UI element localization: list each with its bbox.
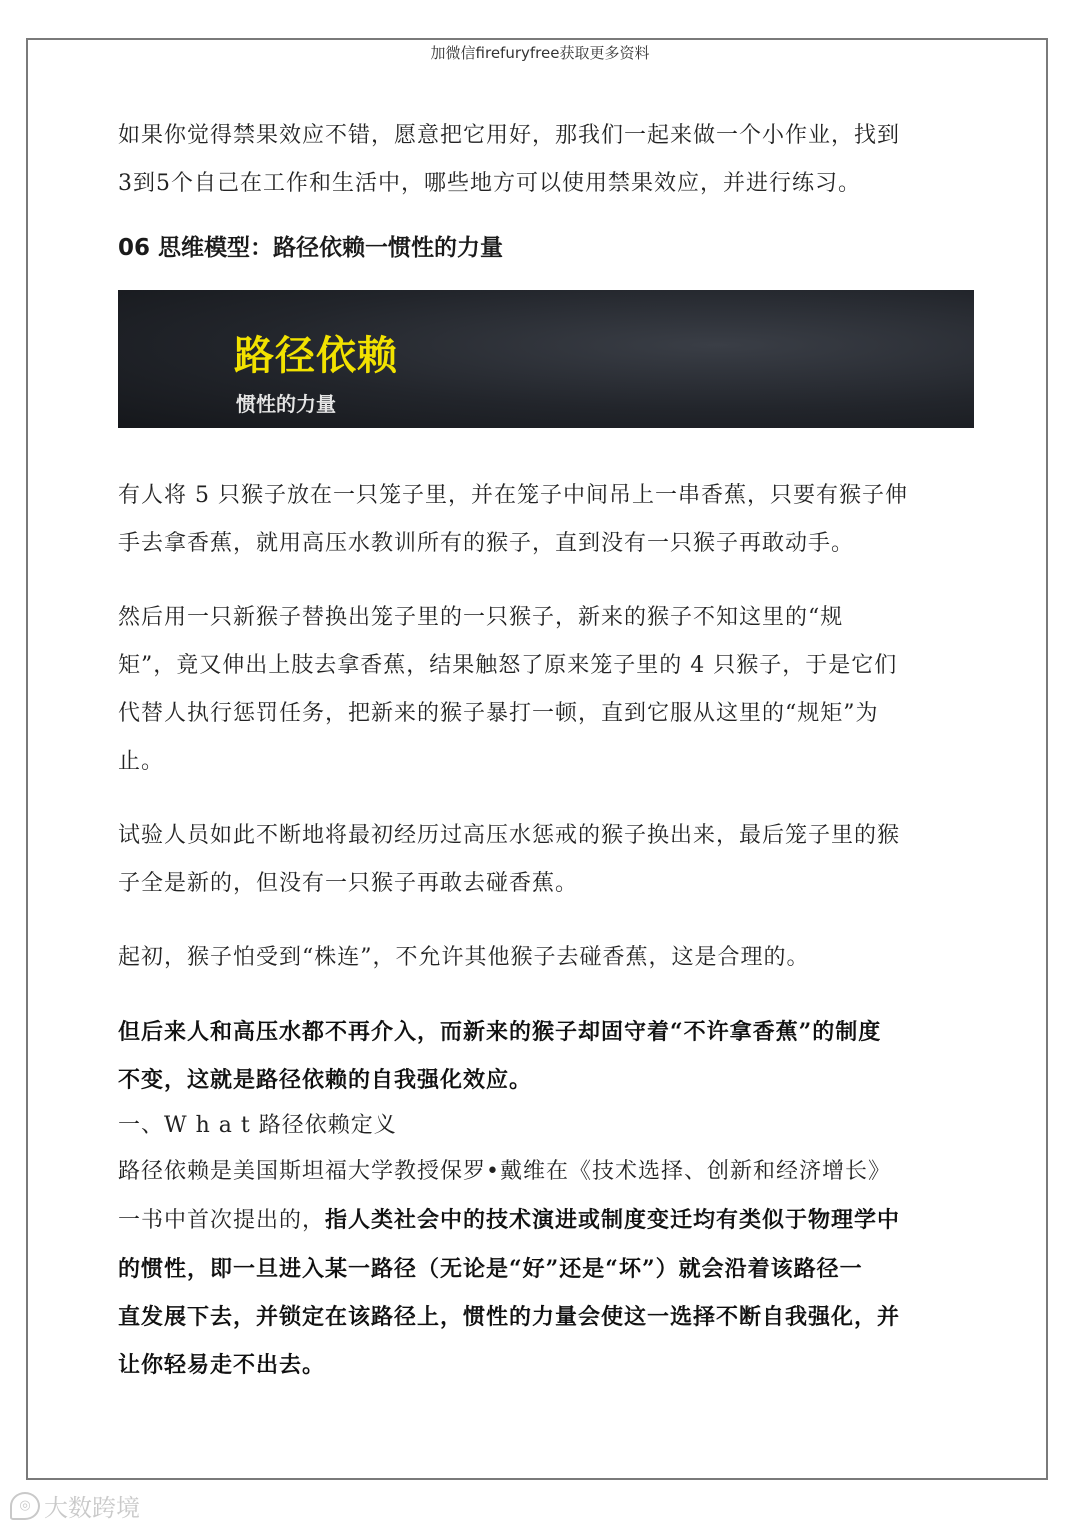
definition-line <box>118 1196 978 1245</box>
bold-paragraph-line: 但后来人和高压水都不再介入，而新来的猴子却固守着“不许拿香蕉”的制度 <box>118 1019 882 1045</box>
intro-line-1: 如果你觉得禁果效应不错，愿意把它用好，那我们一起来做一个小作业，找到 <box>118 123 901 148</box>
paragraph-line: 代替人执行惩罚任务，把新来的猴子暴打一顿，直到它服从这里的“规矩”为 <box>118 701 879 726</box>
section-heading: 06 思维模型：路径依赖一惯性的力量 <box>118 235 504 261</box>
definition-bold-line: 直发展下去，并锁定在该路径上，惯性的力量会使这一选择不断自我强化，并 <box>118 1304 901 1330</box>
definition-bold: 指人类社会中的技术演进或制度变迁均有类似于物理学中 <box>325 1207 901 1233</box>
bold-paragraph-line: 不变，这就是路径依赖的自我强化效应。 <box>118 1067 533 1093</box>
paragraph-line: 矩”，竟又伸出上肢去拿香蕉，结果触怒了原来笼子里的 4 只猴子，于是它们 <box>118 653 898 678</box>
header-note: 加微信firefuryfree获取更多资料 <box>430 44 650 62</box>
watermark-text: 大数跨境 <box>44 1494 140 1522</box>
paragraph-line: 止。 <box>118 749 165 774</box>
document-body <box>118 112 978 1389</box>
definition-bold-line: 让你轻易走不出去。 <box>118 1352 326 1378</box>
banner-title: 路径依赖 <box>234 333 398 379</box>
definition-bold-line: 的惯性，即一旦进入某一路径（无论是“好”还是“坏”）就会沿着该路径一 <box>118 1256 863 1282</box>
banner-subtitle: 惯性的力量 <box>236 392 336 416</box>
definition-line: 路径依赖是美国斯坦福大学教授保罗•戴维在《技术选择、创新和经济增长》 <box>118 1159 891 1184</box>
paragraph-line: 试验人员如此不断地将最初经历过高压水惩戒的猴子换出来，最后笼子里的猴 <box>118 823 901 848</box>
paragraph-line: 手去拿香蕉，就用高压水教训所有的猴子，直到没有一只猴子再敢动手。 <box>118 531 855 556</box>
paragraph-line: 然后用一只新猴子替换出笼子里的一只猴子，新来的猴子不知这里的“规 <box>118 605 844 630</box>
banner-image <box>118 290 974 428</box>
intro-line-2: 3到5个自己在工作和生活中，哪些地方可以使用禁果效应，并进行练习。 <box>118 171 861 196</box>
paragraph-line: 子全是新的，但没有一只猴子再敢去碰香蕉。 <box>118 871 579 896</box>
definition-plain: 一书中首次提出的， <box>118 1208 326 1233</box>
what-section-title: 一、W h a t 路径依赖定义 <box>118 1113 397 1138</box>
paragraph-line: 有人将 5 只猴子放在一只笼子里，并在笼子中间吊上一串香蕉，只要有猴子伸 <box>118 483 908 508</box>
logo-icon: ◎ <box>10 1492 40 1520</box>
watermark <box>10 1488 140 1523</box>
paragraph-line: 起初，猴子怕受到“株连”，不允许其他猴子去碰香蕉，这是合理的。 <box>118 945 810 970</box>
